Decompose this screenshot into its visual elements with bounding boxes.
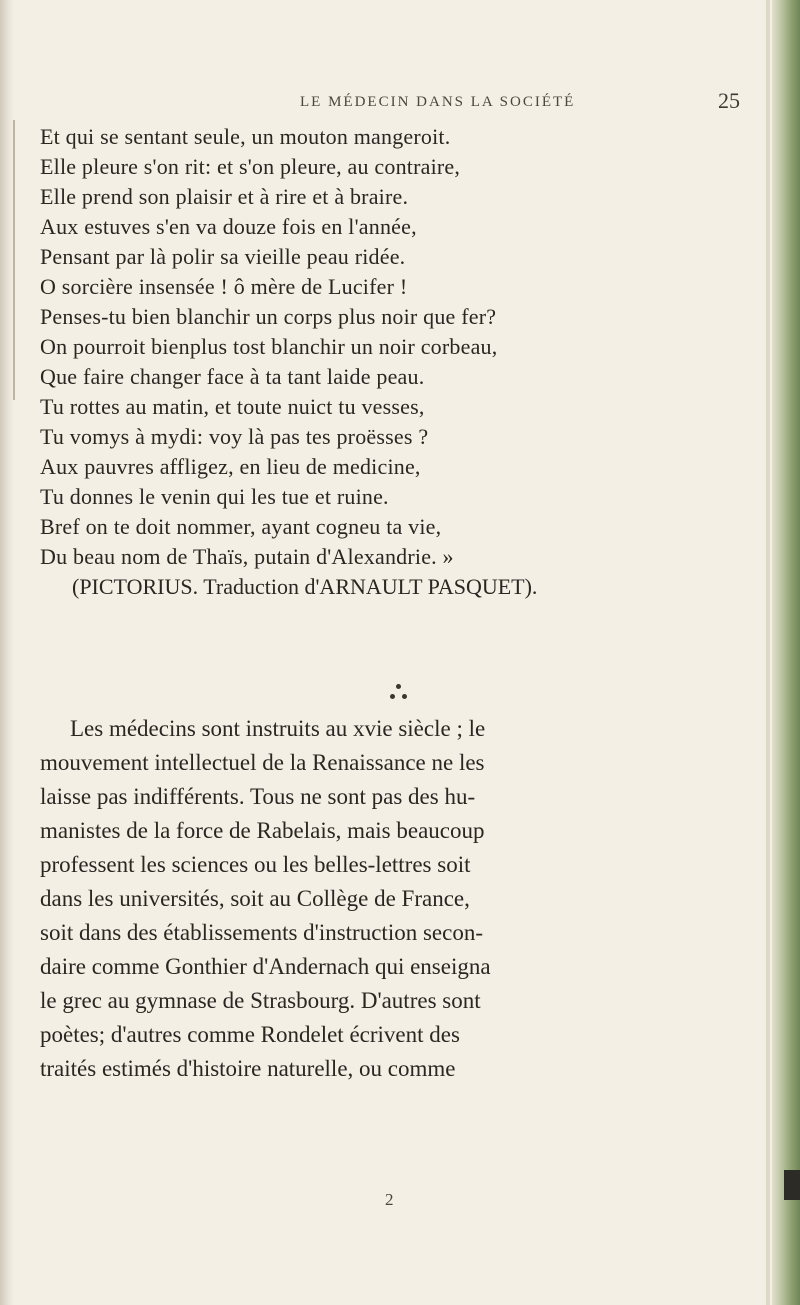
section-divider-asterism: [0, 682, 800, 710]
poem-quotation: [40, 122, 760, 602]
page-corner-mark: [784, 1170, 800, 1200]
poem-line: Et qui se sentant seule, un mouton mangeroit.: [40, 124, 451, 149]
prose-line: Les médecins sont instruits au xvie siècle ; le: [70, 716, 486, 741]
prose-paragraph: [40, 712, 740, 1086]
poem-line: Tu vomys à mydi: voy là pas tes proësses ?: [40, 424, 429, 449]
poem-line: Aux pauvres affligez, en lieu de medicine,: [40, 454, 421, 479]
asterism-dot: [402, 694, 407, 699]
page-header: [40, 88, 740, 118]
poem-line: O sorcière insensée ! ô mère de Lucifer !: [40, 274, 408, 299]
poem-line: Pensant par là polir sa vieille peau ridée.: [40, 244, 406, 269]
poem-line: Bref on te doit nommer, ayant cogneu ta vie,: [40, 514, 442, 539]
prose-line: dans les universités, soit au Collège de France,: [40, 886, 470, 911]
prose-line: poètes; d'autres comme Rondelet écrivent des: [40, 1022, 460, 1047]
page-number: 25: [718, 88, 740, 113]
prose-line: professent les sciences ou les belles-lettres soit: [40, 852, 471, 877]
poem-line: Elle pleure s'on rit: et s'on pleure, au contraire,: [40, 154, 461, 179]
prose-line: le grec au gymnase de Strasbourg. D'autres sont: [40, 988, 481, 1013]
asterism-dot: [396, 684, 401, 689]
signature-mark: 2: [385, 1190, 394, 1209]
poem-line: Que faire changer face à ta tant laide peau.: [40, 364, 425, 389]
running-head: LE MÉDECIN DANS LA SOCIÉTÉ: [300, 94, 576, 110]
poem-attribution: (PICTORIUS. Traduction d'ARNAULT PASQUET).: [72, 574, 538, 599]
poem-line: Tu donnes le venin qui les tue et ruine.: [40, 484, 389, 509]
poem-line: Tu rottes au matin, et toute nuict tu vesses,: [40, 394, 425, 419]
poem-line: Penses-tu bien blanchir un corps plus noir que fer?: [40, 304, 497, 329]
page-left-binding-edge: [0, 0, 14, 1305]
page-left-crease: [13, 120, 15, 400]
prose-line: laisse pas indifférents. Tous ne sont pas des hu-: [40, 784, 476, 809]
prose-line: daire comme Gonthier d'Andernach qui enseigna: [40, 954, 491, 979]
asterism-dot: [390, 694, 395, 699]
prose-line: mouvement intellectuel de la Renaissance ne les: [40, 750, 485, 775]
poem-line: Aux estuves s'en va douze fois en l'année,: [40, 214, 417, 239]
prose-line: soit dans des établissements d'instruction secon-: [40, 920, 483, 945]
page-right-edge: [772, 0, 800, 1305]
page-right-shadow: [766, 0, 770, 1305]
prose-line: traités estimés d'histoire naturelle, ou comme: [40, 1056, 456, 1081]
poem-line: Elle prend son plaisir et à rire et à braire.: [40, 184, 409, 209]
prose-line: manistes de la force de Rabelais, mais beaucoup: [40, 818, 485, 843]
poem-line: On pourroit bienplus tost blanchir un noir corbeau,: [40, 334, 498, 359]
poem-line: Du beau nom de Thaïs, putain d'Alexandrie. »: [40, 544, 454, 569]
